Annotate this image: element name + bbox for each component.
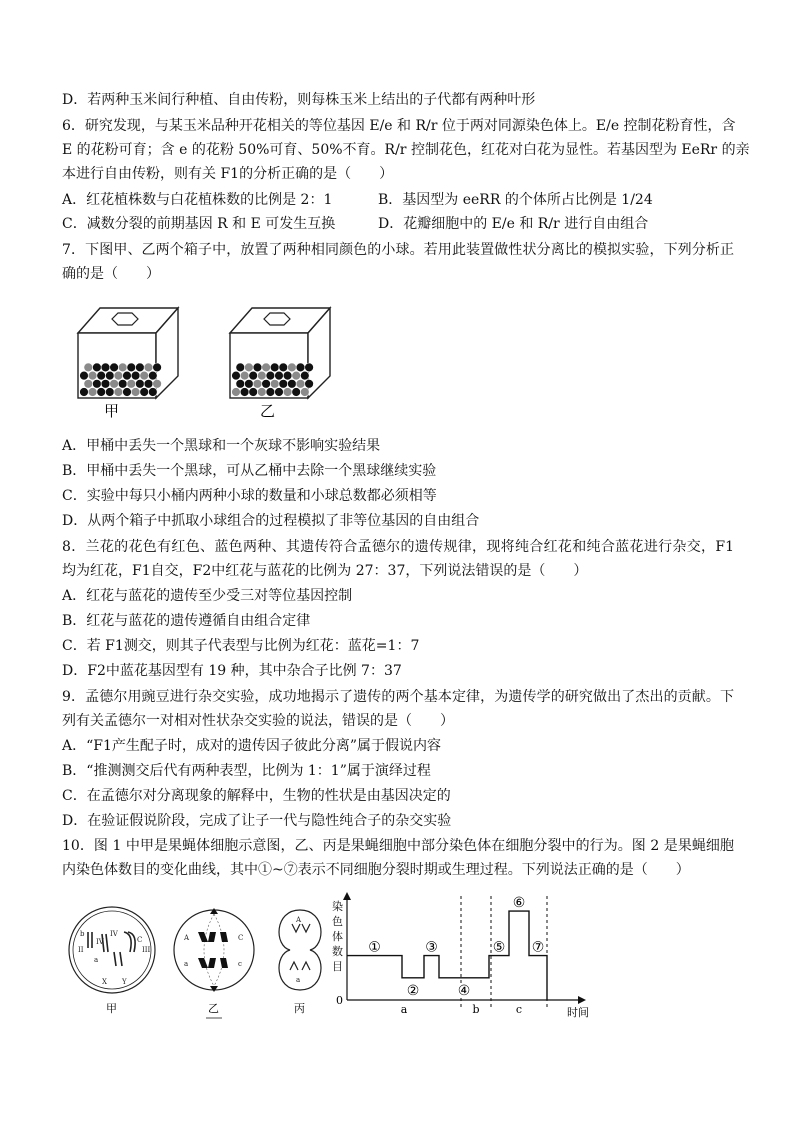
box-yi-ball	[245, 363, 254, 372]
box-jia-ball	[88, 371, 97, 380]
box-yi-ball	[296, 379, 305, 388]
box-jia-label: 甲	[104, 402, 120, 420]
cell-bing	[279, 910, 321, 1015]
box-yi-ball	[288, 379, 297, 388]
q7-boxes-figure	[70, 298, 350, 423]
q8-option-c: C．若 F1测交，则其子代表型与比例为红花：蓝花=1：7	[62, 638, 420, 654]
hole-jia	[112, 313, 138, 325]
box-jia-ball	[127, 363, 136, 372]
q9-stem-line1: 9．孟德尔用豌豆进行杂交实验，成功地揭示了遗传的两个基本定律，为遗传学的研究做出了杰出的贡献。下	[62, 689, 734, 705]
cell-jia	[69, 907, 155, 1015]
box-yi-ball	[257, 388, 266, 397]
cell-bing-label-a: a	[296, 976, 301, 984]
chart-ylabel-char-3: 体	[332, 930, 343, 943]
box-jia-ball	[118, 379, 127, 388]
box-jia-ball	[123, 388, 132, 397]
box-jia-ball	[127, 379, 136, 388]
box-jia-ball	[88, 388, 97, 397]
chart-stage-label: ⑤	[492, 939, 506, 956]
chart-ylabel-char-1: 染	[332, 900, 343, 913]
box-yi-ball	[270, 363, 279, 372]
cell-bing-label-A: A	[296, 916, 302, 924]
box-yi-ball	[253, 363, 262, 372]
chart-phase-label: a	[400, 1003, 408, 1016]
box-yi-ball	[305, 363, 314, 372]
cell-jia-label-a: a	[94, 956, 99, 964]
box-yi-ball	[283, 371, 292, 380]
q6-option-d: D．花瓣细胞中的 E/e 和 R/r 进行自由组合	[378, 216, 649, 232]
chart-ylabel-char-2: 色	[332, 915, 343, 928]
box-jia-ball	[105, 388, 114, 397]
q8-stem-line2: 均为红花，F1自交，F2中红花与蓝花的比例为 27：37，下列说法错误的是（ ）	[62, 563, 588, 579]
cell-jia-label-Y: Y	[122, 978, 127, 986]
box-yi-ball	[240, 371, 249, 380]
box-jia-ball	[101, 363, 110, 372]
q6-stem-line1: 6．研究发现，与某玉米品种开花相关的等位基因 E/e 和 R/r 位于两对同源染色体上。E/e 控制花粉育性，含	[62, 118, 736, 134]
q10-stem-line1: 10．图 1 中甲是果蝇体细胞示意图，乙、丙是果蝇细胞中部分染色体在细胞分裂中的行为。图 2 是果蝇细胞	[62, 838, 734, 854]
box-jia-ball	[97, 371, 106, 380]
cell-jia-caption: 甲	[106, 1002, 117, 1015]
chart-stage-label: ④	[457, 982, 471, 999]
chart-stage-label: ⑥	[512, 895, 526, 912]
box-yi-ball	[240, 388, 249, 397]
box-yi-ball	[257, 371, 266, 380]
box-jia-ball	[114, 371, 123, 380]
chart-stage-label: ③	[425, 939, 438, 956]
q6-option-a: A．红花植株数与白花植株数的比例是 2：1	[62, 192, 333, 208]
box-yi-ball	[232, 371, 241, 380]
box-yi-ball	[300, 388, 309, 397]
q9-option-c: C．在孟德尔对分离现象的解释中，生物的性状是由基因决定的	[62, 788, 451, 804]
chart-xlabel: 时间	[567, 1006, 589, 1019]
box-jia-ball	[101, 379, 110, 388]
hole-yi	[264, 313, 290, 325]
box-yi-ball	[300, 371, 309, 380]
box-jia-ball	[105, 371, 114, 380]
q8-option-b: B．红花与蓝花的遗传遵循自由组合定律	[62, 613, 311, 629]
box-yi-ball	[292, 388, 301, 397]
box-yi-ball	[245, 379, 254, 388]
box-jia-ball	[144, 379, 153, 388]
chart-stage-label: ①	[368, 939, 381, 956]
box-yi-label: 乙	[260, 402, 276, 420]
box-yi-ball	[279, 379, 288, 388]
chart-phase-label: c	[515, 1003, 523, 1016]
box-yi-ball	[249, 371, 258, 380]
box-jia-ball	[136, 379, 145, 388]
q5-option-d: D．若两种玉米间行种植、自由传粉，则每株玉米上结出的子代都有两种叶形	[62, 92, 536, 108]
chart-origin: 0	[336, 994, 343, 1007]
box-jia-ball	[118, 363, 127, 372]
box-jia-ball	[136, 363, 145, 372]
q9-option-d: D．在验证假说阶段，完成了让子一代与隐性纯合子的杂交实验	[62, 813, 452, 829]
box-yi-ball	[283, 388, 292, 397]
cell-jia-label-IV2: IV	[110, 930, 118, 938]
box-yi-ball	[275, 371, 284, 380]
box-jia-ball	[93, 363, 102, 372]
box-jia-ball	[97, 388, 106, 397]
box-jia-ball	[144, 363, 153, 372]
q9-option-a: A．“F1产生配子时，成对的遗传因子彼此分离”属于假说内容	[62, 738, 442, 754]
box-jia	[78, 308, 178, 398]
box-yi-ball	[236, 379, 245, 388]
q7-option-d: D．从两个箱子中抓取小球组合的过程模拟了非等位基因的自由组合	[62, 513, 480, 529]
box-jia-ball	[140, 371, 149, 380]
box-jia-ball	[114, 388, 123, 397]
cell-yi-label-C: C	[238, 934, 244, 942]
chart-ylabel	[332, 899, 343, 973]
cell-jia-label-C: C	[137, 936, 143, 944]
box-jia-ball	[140, 388, 149, 397]
box-yi-ball	[270, 379, 279, 388]
cell-jia-label-X: X	[102, 978, 107, 986]
cell-bing-caption: 丙	[294, 1002, 305, 1015]
box-jia-ball	[153, 363, 162, 372]
q7-option-c: C．实验中每只小桶内两种小球的数量和小球总数都必须相等	[62, 488, 437, 504]
q9-stem-line2: 列有关孟德尔一对相对性状杂交实验的说法，错误的是（ ）	[62, 713, 454, 729]
q10-stem-line2: 内染色体数目的变化曲线，其中①~⑦表示不同细胞分裂时期或生理过程。下列说法正确的是（ ）	[62, 862, 690, 878]
box-yi-ball	[249, 388, 258, 397]
cell-yi-label-a: a	[184, 960, 189, 968]
box-jia-ball	[80, 388, 89, 397]
q7-stem-line1: 7．下图甲、乙两个箱子中，放置了两种相同颜色的小球。若用此装置做性状分离比的模拟实验，下列分析正	[62, 242, 734, 258]
cell-yi-label-c: c	[238, 960, 242, 968]
chart-stage-label: ②	[406, 982, 420, 999]
box-yi-ball	[262, 379, 271, 388]
chromosome-curve-chart	[332, 892, 589, 1019]
box-yi-ball	[266, 388, 275, 397]
q6-stem-line3: 本进行自由传粉，则有关 F1的分析正确的是（ ）	[62, 166, 394, 182]
q7-option-b: B．甲桶中丢失一个黑球，可从乙桶中去除一个黑球继续实验	[62, 463, 437, 479]
q8-option-a: A．红花与蓝花的遗传至少受三对等位基因控制	[62, 588, 353, 604]
cell-yi	[174, 908, 254, 1018]
q6-stem-line2: E 的花粉可育；含 e 的花粉 50%可育、50%不育。R/r 控制花色，红花对白花为显性。若基因型为 EeRr 的亲	[62, 142, 750, 158]
q8-stem-line1: 8．兰花的花色有红色、蓝色两种、其遗传符合孟德尔的遗传规律，现将纯合红花和纯合蓝花进行杂交，F1	[62, 539, 734, 555]
q8-option-d: D．F2中蓝花基因型有 19 种，其中杂合子比例 7：37	[62, 663, 402, 679]
chart-stage-label: ⑦	[531, 939, 545, 956]
box-yi-ball	[305, 379, 314, 388]
box-yi-ball	[279, 363, 288, 372]
q7-option-a: A．甲桶中丢失一个黑球和一个灰球不影响实验结果	[62, 438, 381, 454]
box-yi	[230, 308, 330, 398]
box-yi-ball	[288, 363, 297, 372]
box-yi-ball	[275, 388, 284, 397]
q7-stem-line2: 确的是（ ）	[62, 266, 160, 282]
chart-phase-label: b	[472, 1003, 480, 1016]
cell-jia-label-b: b	[80, 930, 85, 938]
box-jia-ball	[93, 379, 102, 388]
box-jia-ball	[110, 379, 119, 388]
box-yi-ball	[253, 379, 262, 388]
q10-figure	[64, 892, 604, 1027]
box-jia-ball	[84, 379, 93, 388]
box-jia-ball	[123, 371, 132, 380]
cell-jia-label-II: II	[78, 946, 84, 954]
cell-jia-label-III: III	[142, 946, 151, 954]
cell-jia-label-IV: IV	[96, 938, 104, 946]
box-yi-ball	[266, 371, 275, 380]
box-jia-ball	[80, 371, 89, 380]
box-yi-ball	[296, 363, 305, 372]
box-yi-ball	[236, 363, 245, 372]
box-jia-ball	[131, 371, 140, 380]
box-yi-ball	[232, 388, 241, 397]
q6-option-b: B．基因型为 eeRR 的个体所占比例是 1/24	[378, 192, 653, 208]
box-jia-ball	[153, 379, 162, 388]
box-yi-ball	[262, 363, 271, 372]
box-jia-ball	[131, 388, 140, 397]
box-jia-ball	[148, 371, 157, 380]
cell-yi-label-A: A	[184, 934, 190, 942]
box-jia-ball	[148, 388, 157, 397]
q6-option-c: C．减数分裂的前期基因 R 和 E 可发生互换	[62, 216, 336, 232]
cell-yi-caption: 乙	[208, 1002, 219, 1015]
box-jia-ball	[110, 363, 119, 372]
q9-option-b: B．“推测测交后代有两种表型，比例为 1：1”属于演绎过程	[62, 763, 431, 779]
box-jia-ball	[84, 363, 93, 372]
chart-ylabel-char-4: 数	[332, 945, 343, 958]
box-yi-ball	[292, 371, 301, 380]
chart-ylabel-char-5: 目	[332, 960, 343, 973]
